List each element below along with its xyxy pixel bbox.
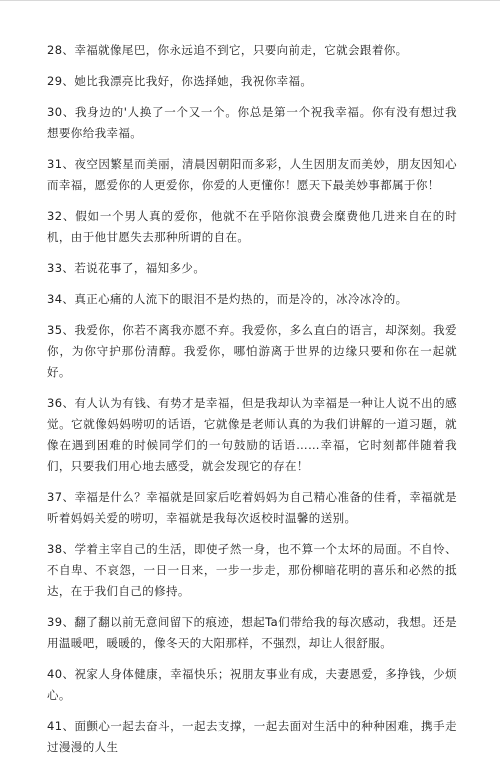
article-body	[47, 40, 457, 768]
top-divider	[0, 0, 500, 1]
paragraph-33: 33、若说花事了，福知多少。	[47, 261, 206, 275]
paragraph-31: 31、夜空因繁星而美丽，清晨因朝阳而多彩，人生因朋友而美妙，朋友因知心而幸福，愿爱你的人更爱你，你爱的人更懂你！愿天下最美妙事都属于你！	[47, 157, 457, 192]
paragraph-35: 35、我爱你，你若不离我亦愿不弃。我爱你，多么直白的语言，却深刻。我爱你，为你守护那份清醇。我爱你，哪怕游离于世界的边缘只要和你在一起就好。	[47, 323, 457, 379]
paragraph-28: 28、幸福就像尾巴，你永远追不到它，只要向前走，它就会跟着你。	[47, 43, 408, 57]
paragraph-41: 41、面颤心一起去奋斗，一起去支撑，一起去面对生活中的种种困难，携手走过漫漫的人生	[47, 719, 457, 754]
paragraph-29: 29、她比我漂亮比我好，你选择她，我祝你幸福。	[47, 74, 313, 88]
paragraph-38: 38、学着主宰自己的生活，即使孑然一身，也不算一个太坏的局面。不自怜、不自卑、不哀怨，一日一日来，一步一步走，那份柳暗花明的喜乐和必然的抵达，在于我们自己的修持。	[47, 542, 457, 598]
paragraph-36: 36、有人认为有钱、有势才是幸福，但是我却认为幸福是一种让人说不出的感觉。它就像妈妈唠叨的话语，它就像是老师认真的为我们讲解的一道习题，就像在遇到困难的时候同学们的一句鼓励的话语……幸福，它时刻都伴随着我们，只要我们用心地去感受，就会发现它的存在！	[47, 396, 457, 473]
paragraph-40: 40、祝家人身体健康，幸福快乐；祝朋友事业有成，夫妻恩爱，多挣钱，少烦心。	[47, 667, 457, 702]
paragraph-37: 37、幸福是什么？幸福就是回家后吃着妈妈为自己精心准备的佳肴，幸福就是听着妈妈关爱的唠叨，幸福就是我每次返校时温馨的送别。	[47, 490, 457, 525]
paragraph-30: 30、我身边的'人换了一个又一个。你总是第一个祝我幸福。你有没有想过我想要你给我幸福。	[47, 105, 457, 140]
paragraph-39: 39、翻了翻以前无意间留下的痕迹，想起Ta们带给我的每次感动，我想。还是用温暖吧，暖暖的，像冬天的大阳那样，不强烈，却让人很舒服。	[47, 615, 457, 650]
paragraph-34: 34、真正心痛的人流下的眼泪不是灼热的，而是冷的，冰冷冰冷的。	[47, 292, 408, 306]
paragraph-32: 32、假如一个男人真的爱你，他就不在乎陪你浪费会糜费他几进来自在的时机，由于他甘愿失去那种所谓的自在。	[47, 209, 457, 244]
